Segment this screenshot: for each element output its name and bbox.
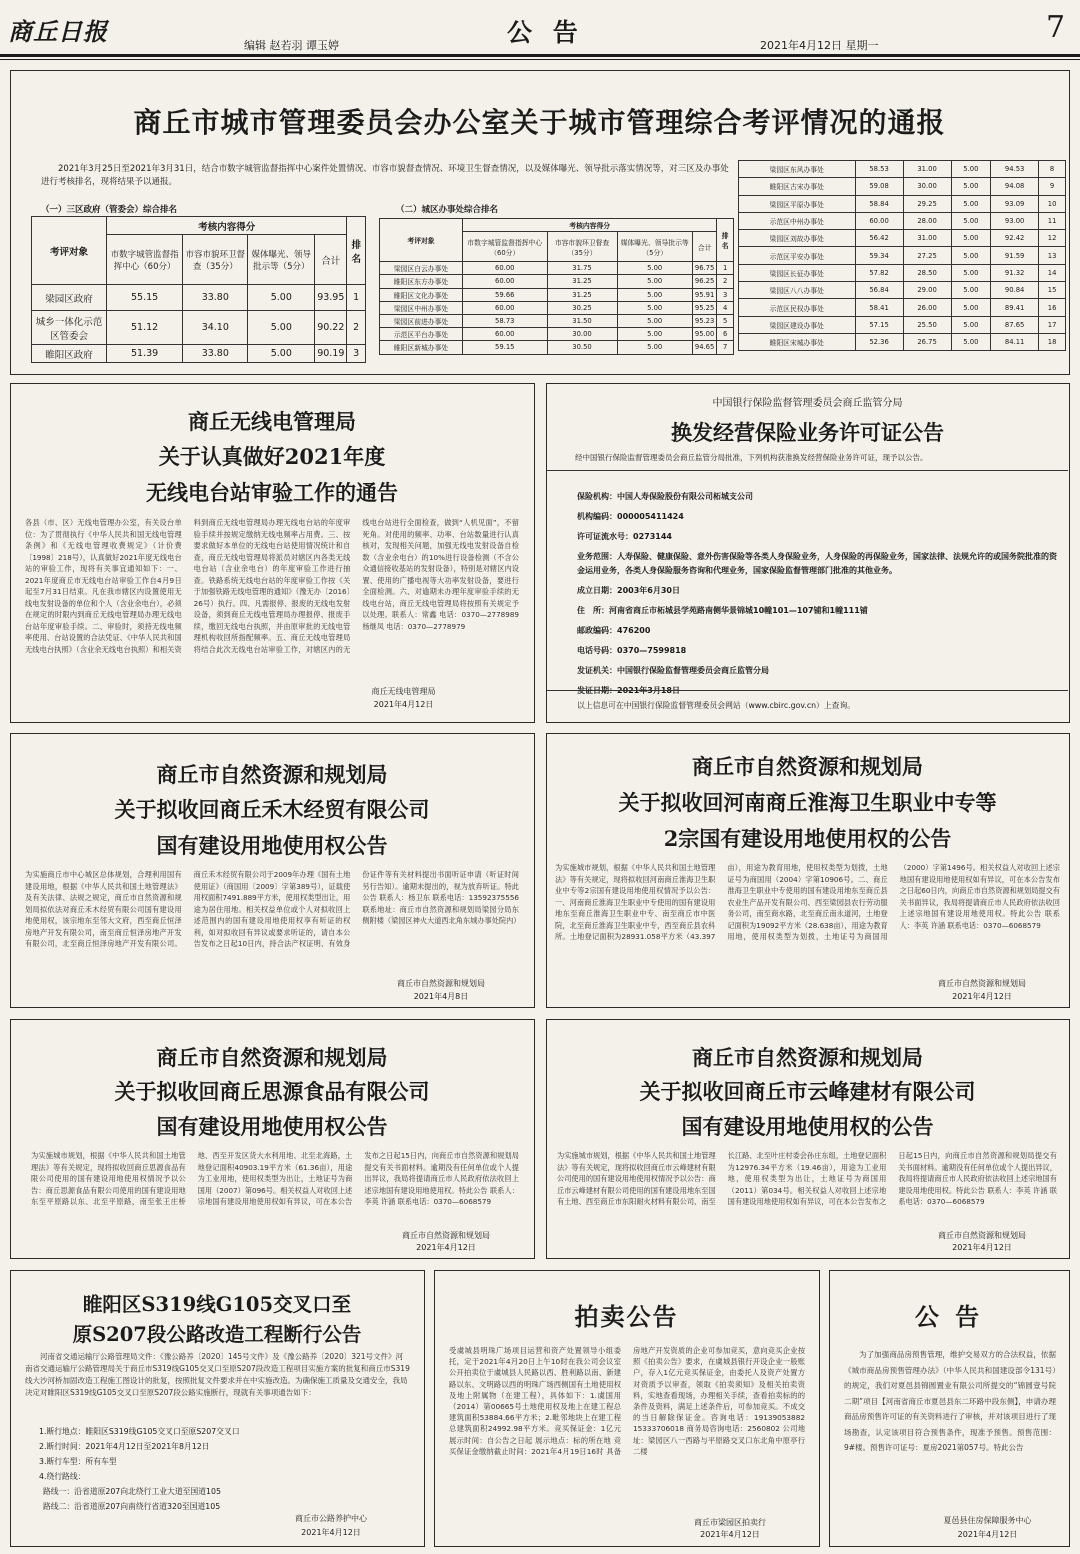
- field-label: 业务范围：: [577, 552, 617, 561]
- cell: 96.25: [692, 275, 716, 288]
- col-header: 媒体曝光、领导批示等（5分）: [248, 235, 315, 285]
- cell: 95.00: [692, 328, 716, 341]
- closure-item: 3.断行车型：所有车型: [39, 1457, 117, 1466]
- closure-item: 路线一：沿省道原207向北绕行工业大道至国道105: [43, 1487, 221, 1496]
- cell: 55.15: [107, 285, 183, 311]
- table-body: [380, 262, 734, 354]
- cell: 59.34: [855, 247, 903, 264]
- cell: 5.00: [951, 212, 991, 229]
- page-number: 7: [1046, 10, 1066, 45]
- table-row: [739, 212, 1066, 229]
- cell: 8: [1039, 161, 1066, 178]
- cell: 31.00: [903, 230, 951, 247]
- notice-title: 国有建设用地使用权的公告: [681, 1114, 934, 1139]
- cell: 58.73: [463, 314, 548, 327]
- cell: 1: [717, 262, 734, 275]
- notice-date: 2021年4月12日: [957, 1530, 1018, 1539]
- cell: 93.95: [315, 285, 347, 311]
- cell: 90.22: [315, 311, 347, 345]
- cell: 5: [717, 314, 734, 327]
- closure-details: [39, 1424, 409, 1514]
- notice-title: 无线电台站审验工作的通告: [146, 480, 398, 505]
- cell: 30.25: [547, 301, 617, 314]
- cell: 梁园区平原办事处: [739, 195, 856, 212]
- notice-title: 商丘市自然资源和规划局: [156, 1045, 388, 1070]
- cell: 59.08: [855, 178, 903, 195]
- cell: 梁园区长征办事处: [739, 264, 856, 281]
- notice-date: 2021年4月8日: [413, 992, 469, 1001]
- notice-title: 拍卖公告: [574, 1302, 679, 1331]
- cell: 91.59: [991, 247, 1039, 264]
- cell: 93.00: [991, 212, 1039, 229]
- field-value: 中国银行保险监督管理委员会商丘监管分局: [617, 666, 769, 675]
- cell: 18: [1039, 333, 1066, 350]
- field-value: 河南省商丘市柘城县学苑路南侧华景锦城10幢101—107铺和1幢111铺: [609, 606, 868, 615]
- land-notice-panel: [546, 733, 1070, 1008]
- cell: 7: [717, 341, 734, 354]
- office-ranking-table-continued: [738, 160, 1066, 351]
- cell: 92.42: [991, 230, 1039, 247]
- cell: 90.84: [991, 282, 1039, 299]
- notice-title: 换发经营保险业务许可证公告: [671, 420, 944, 445]
- table1-caption: （一）三区政府（管委会）综合排名: [41, 205, 178, 215]
- closure-item: 1.断行地点：睢阳区S319线G105交叉口至原S207交叉口: [39, 1427, 240, 1436]
- table-row: [380, 275, 734, 288]
- cell: 梁园区白云办事处: [380, 262, 463, 275]
- cell: 51.12: [107, 311, 183, 345]
- notice-date: 2021年4月12日: [416, 1243, 476, 1252]
- cell: 57.82: [855, 264, 903, 281]
- cell: 12: [1039, 230, 1066, 247]
- office-ranking-table: [379, 218, 734, 355]
- cell: 59.15: [463, 341, 548, 354]
- issue-date: 2021年4月12日 星期一: [760, 39, 879, 52]
- cell: 33.80: [183, 285, 248, 311]
- notice-title: 国有建设用地使用权公告: [156, 833, 388, 858]
- notice-title: 睢阳区S319线G105交叉口至: [82, 1293, 352, 1316]
- cell: 10: [1039, 195, 1066, 212]
- masthead: [0, 0, 1080, 62]
- cell: 91.32: [991, 264, 1039, 281]
- closure-item: 路线二：沿省道原207向南绕行省道320至国道105: [43, 1502, 221, 1511]
- cell: 26.75: [903, 333, 951, 350]
- col-header: 市容市貌环卫督查（35分）: [547, 232, 617, 262]
- notice-date: 2021年4月12日: [952, 992, 1012, 1001]
- divider: [547, 690, 1068, 691]
- col-header: 合计: [315, 235, 347, 285]
- land-notice-panel: [10, 733, 535, 1008]
- cell: 梁园区刘故办事处: [739, 230, 856, 247]
- notice-signature: 商丘市公路养护中心: [295, 1514, 367, 1523]
- field-value: 0273144: [633, 532, 672, 541]
- license-field: [577, 550, 1057, 578]
- road-closure-panel: [10, 1270, 425, 1547]
- cell: 95.23: [692, 314, 716, 327]
- cell: 93.09: [991, 195, 1039, 212]
- license-field: [577, 581, 1057, 601]
- table-body: [739, 161, 1066, 351]
- cell: 5.00: [951, 299, 991, 316]
- cell: 2: [347, 311, 366, 345]
- notice-title: 商丘市自然资源和规划局: [692, 754, 923, 779]
- radio-notice-panel: [10, 383, 535, 723]
- cell: 17: [1039, 316, 1066, 333]
- table-row: [380, 341, 734, 354]
- cell: 34.10: [183, 311, 248, 345]
- table-row: [32, 311, 366, 345]
- notice-signature: 夏邑县住房保障服务中心: [943, 1516, 1032, 1525]
- cell: 梁园区政府: [32, 285, 107, 311]
- cell: 9: [1039, 178, 1066, 195]
- field-value: 中国人寿保险股份有限公司柘城支公司: [617, 492, 753, 501]
- field-label: 住 所：: [577, 606, 609, 615]
- cell: 84.11: [991, 333, 1039, 350]
- cell: 5.00: [617, 328, 692, 341]
- cell: 60.00: [855, 212, 903, 229]
- report-intro: 2021年3月25日至2021年3月31日，结合市数字城管监督指挥中心案件处置情况、市容市貌督查情况、环境卫生督查情况，以及媒体曝光、领导批示落实情况等，对三区及办事处进行考核排名，现将结果予以通报。: [41, 164, 729, 187]
- table-row: [739, 161, 1066, 178]
- cell: 示范区平台办事处: [380, 328, 463, 341]
- cell: 29.00: [903, 282, 951, 299]
- closure-item: 4.绕行路线：: [39, 1472, 86, 1481]
- cell: 60.00: [463, 275, 548, 288]
- cell: 示范区平安办事处: [739, 247, 856, 264]
- notice-signature: 商丘市自然资源和规划局: [402, 1231, 490, 1240]
- report-panel: [10, 70, 1070, 375]
- cell: 59.66: [463, 288, 548, 301]
- cell: 睢阳区东方办事处: [380, 275, 463, 288]
- cell: 睢阳区政府: [32, 345, 107, 363]
- license-field: [577, 661, 1057, 681]
- notice-body: 受虞城县明珠广场项目运营和资产处置领导小组委托，定于2021年4月20日上午10时在我公司会议室公开拍卖位于虞城县人民路以西、胜利路以南、新建路以东、文明路以西的明珠广场西侧国有土地使用权及地上附属物（在建工程），具体如下：1.虞国用（2014）第00665号土地使用权及地上在建工程总建筑面积53884.66平方米；2.毗邻地块上在建工程总建筑面积24992.98平方米。竞买保证金：1亿元 展示时间：自公告之日起 展示地点：标的所在地 竞买保证金缴纳截止时间：2021年4月19日16时 具备房地产开发资质的企业可参加竞买，意向竞买企业按照《拍卖公告》要求，在虞城县银行开设企业一般账户，存入1亿元竞买保证金，由委托人及资产处置方对资质予以审查，领取《拍卖须知》及相关拍卖资料，实地查看现场，办理相关手续，查看拍卖标的的条件及资料，满足上述条件后，可参加竞买。不成交的当日解除保证金。咨询电话：19139053882 15333706018 商务局咨询电话：2560802 公司地址：梁园区八一西路与平原路交叉口东北角中原亭行二楼: [449, 1346, 805, 1456]
- cell: 58.41: [855, 299, 903, 316]
- license-field: [577, 641, 1057, 661]
- notice-body: 为了加强商品房预售管理，维护交易双方的合法权益，依据《城市商品房预售管理办法》（中华人民共和国建设部令131号）的规定，我们对夏邑县锦圆置业有限公司所提交的“锦圆壹号院二期”项目【河南省商丘市夏邑县东二环路中段东侧】，申请办理商品房预售许可证的有关资料进行了审核，并对该项目进行了现场勘查，认定该项目符合预售条件，现准予预售。预售范围：9#楼。预售许可证号：夏房2021第057号。特此公告: [844, 1350, 1056, 1452]
- table-row: [380, 301, 734, 314]
- divider: [547, 470, 1068, 471]
- insurance-notice-panel: [546, 383, 1070, 723]
- cell: 5.00: [617, 262, 692, 275]
- closure-item: 2.断行时间：2021年4月12日至2021年8月12日: [39, 1442, 210, 1451]
- notice-title: 公 告: [914, 1302, 984, 1331]
- cell: 94.53: [991, 161, 1039, 178]
- cell: 31.25: [547, 275, 617, 288]
- cell: 5.00: [617, 288, 692, 301]
- cell: 11: [1039, 212, 1066, 229]
- cell: 城乡一体化示范区管委会: [32, 311, 107, 345]
- table2-caption: （二）城区办事处综合排名: [396, 205, 499, 215]
- section-title: 公 告: [507, 18, 584, 47]
- cell: 15: [1039, 282, 1066, 299]
- notice-signature: 商丘市自然资源和规划局: [397, 979, 485, 988]
- cell: 58.53: [855, 161, 903, 178]
- cell: 28.50: [903, 264, 951, 281]
- license-field: [577, 681, 1057, 701]
- notice-title: 商丘市自然资源和规划局: [156, 762, 388, 787]
- cell: 25.50: [903, 316, 951, 333]
- notice-title: 关于拟收回商丘思源食品有限公司: [114, 1079, 430, 1104]
- cell: 5.00: [951, 316, 991, 333]
- col-header: 排名: [347, 217, 366, 285]
- land-notice-panel: [546, 1019, 1070, 1259]
- table-row: [739, 264, 1066, 281]
- license-field: [577, 527, 1057, 547]
- cell: 56.42: [855, 230, 903, 247]
- cell: 30.00: [903, 178, 951, 195]
- cell: 睢阳区新城办事处: [380, 341, 463, 354]
- cell: 87.65: [991, 316, 1039, 333]
- notice-signature: 商丘市自然资源和规划局: [938, 979, 1026, 988]
- field-label: 保险机构：: [577, 492, 617, 501]
- cell: 29.25: [903, 195, 951, 212]
- cell: 28.00: [903, 212, 951, 229]
- cell: 16: [1039, 299, 1066, 316]
- notice-signature: 商丘市自然资源和规划局: [938, 1231, 1026, 1240]
- cell: 56.84: [855, 282, 903, 299]
- field-label: 电话号码：: [577, 646, 617, 655]
- field-label: 成立日期：: [577, 586, 617, 595]
- table-row: [739, 316, 1066, 333]
- col-header: 市容市貌环卫督查（35分）: [183, 235, 248, 285]
- col-header: 排名: [717, 219, 734, 262]
- cell: 睢阳区古宋办事处: [739, 178, 856, 195]
- notice-title: 关于拟收回商丘禾木经贸有限公司: [114, 797, 430, 822]
- col-header: 市数字城管监督指挥中心（60分）: [463, 232, 548, 262]
- notice-body: 为实施城市规划，根据《中华人民共和国土地管理法》等有关规定，现将拟收回河南商丘淮海卫生职业中专等2宗国有建设用地使用权情况予以公告：一、河南商丘淮海卫生职业中专使用的国有建设用地东至商丘淮海卫生职业中专、南至商丘市中医院，北至商丘淮海卫生职业中专，西至商丘县农科所。土地登记面积为28931.058平方米（43.397亩），用途为教育用地，使用权类型为划拨，土地证号为商国用（2004）字第10906号。二、商丘淮海卫生职业中专使用的国有建设用地东至商丘县农业生产品开发有限公司、西至梁园县农行劳动服务公司，南至商水路，北至商丘南永道河，土地登记面积为19092平方米（28.638亩），用途为教育用地，使用权类型为划拨，土地证号为商国用（2000）字第1496号。相关权益人对收回上述宗地国有建设用地使用权如有异议，可在本公告发布之日起60日内，向商丘市自然资源和规划局提交有关书面异议，我局将提请商丘市人民政府依法收回上述宗地国有建设用地使用权。特此公告 联系人：李英 许涵 联系电话：0370—6068579: [555, 863, 1060, 941]
- table-row: [739, 195, 1066, 212]
- field-value: 人寿保险、健康保险、意外伤害保险等各类人身保险业务，人身保险的再保险业务，国家法律、法规允许的或国务院批准的资金运用业务，各类人身保险服务咨询和代理业务，国家保险监督管理部门批准的其他业务。: [577, 552, 1057, 575]
- cell: 33.80: [183, 345, 248, 363]
- cell: 睢阳区宋城办事处: [739, 333, 856, 350]
- table-row: [739, 282, 1066, 299]
- cell: 5.00: [248, 345, 315, 363]
- cell: 梁园区中州办事处: [380, 301, 463, 314]
- cell: 60.00: [463, 301, 548, 314]
- table-row: [739, 178, 1066, 195]
- cell: 52.36: [855, 333, 903, 350]
- field-label: 机构编码：: [577, 512, 617, 521]
- cell: 5.00: [951, 178, 991, 195]
- cell: 5.00: [617, 275, 692, 288]
- cell: 5.00: [617, 314, 692, 327]
- cell: 5.00: [951, 333, 991, 350]
- field-value: 000005411424: [617, 512, 684, 521]
- col-header: 媒体曝光、领导批示等（5分）: [617, 232, 692, 262]
- cell: 1: [347, 285, 366, 311]
- cell: 5.00: [617, 301, 692, 314]
- table-row: [739, 299, 1066, 316]
- cell: 95.91: [692, 288, 716, 301]
- col-header: 考评对象: [380, 219, 463, 262]
- cell: 31.00: [903, 161, 951, 178]
- cell: 3: [717, 288, 734, 301]
- field-label: 许可证流水号：: [577, 532, 633, 541]
- cell: 13: [1039, 247, 1066, 264]
- cell: 5.00: [951, 230, 991, 247]
- cell: 3: [347, 345, 366, 363]
- notice-date: 2021年4月12日: [301, 1528, 361, 1537]
- cell: 5.00: [951, 161, 991, 178]
- table-row: [32, 345, 366, 363]
- notice-signature: 商丘市梁园区拍卖行: [694, 1518, 766, 1527]
- cell: 示范区民权办事处: [739, 299, 856, 316]
- notice-title: 原S207段公路改造工程断行公告: [72, 1323, 362, 1346]
- license-field: [577, 487, 1057, 507]
- cell: 95.25: [692, 301, 716, 314]
- notice-body: 为实施商丘市中心城区总体规划，合理利用国有建设用地，根据《中华人民共和国土地管理法》及有关法律、法规之规定，商丘市自然资源和规划局拟依法对商丘禾木经贸有限公司国有建设用地使用权，该宗地东至邻大文府，西至商丘恒泽房地产开发有限公司，南至商丘恒泽房地产开发有限公司，北至商丘恒泽房地产开发有限公司。商丘禾木经贸有限公司于2009年办理《国有土地使用证》（商国用〔2009〕字第389号），证载使用权面积7491.889平方米，使用权类型出让，用途为居住用地。相关权益单位或个人对拟收回上述范围内的国有建设用地使用权享有听证的权利，如对拟收回有异议或要求听证的，请自本公告发布之日起10日内，持合法产权证明、有效身份证件等有关材料提出书面听证申请（听证时间另行告知）。逾期未提出的，视为放弃听证。特此公告 联系人：杨卫东 联系电话：13592375556 联系地址：商丘市自然资源和规划局梁园分局东侧附楼（梁园区神火大道西北角东城办事处院内）: [25, 870, 521, 948]
- notice-body: 为实施城市规划，根据《中华人民共和国土地管理法》等有关规定，现将拟收回商丘市云峰建材有限公司使用的国有建设用地使用权情况予以公告：商丘市云峰建材有限公司使用的国有建设用地东至国有土地、西至商丘市东阳耐火材料有限公司、南至长江路、北至叶庄村委会孙庄东组，土地登记面积为12976.34平方米（19.46亩），用途为工业用地，使用权类型为出让，土地证号为商国用（2011）第034号。相关权益人对收回上述宗地国有建设用地使用权如有异议，可在本公告发布之日起15日内，向商丘市自然资源和规划局提交有关书面材料。逾期没有任何单位或个人提出异议，我局将提请商丘市人民政府依法收回上述宗地国有建设用地使用权。特此公告 联系人：李英 许涵 联系电话：0370—6068579: [557, 1151, 1057, 1206]
- cell: 94.08: [991, 178, 1039, 195]
- cell: 5.00: [248, 285, 315, 311]
- cell: 27.25: [903, 247, 951, 264]
- notice-body: 为实施城市规划，根据《中华人民共和国土地管理法》等有关规定，现将拟收回商丘思源食品有限公司使用的国有建设用地使用权情况予以公告：商丘思源食品有限公司使用的国有建设用地东至平原路以东、北至平原路，南至张王庄桥地、西至开发区货大水利用地、北至北海路，土地登记面积40903.19平方米（61.36亩），用途为工业用地，使用权类型为出让，土地证号为商国用（2007）第096号。相关权益人对收回上述宗地国有建设用地使用权如有异议，可在本公告发布之日起15日内，向商丘市自然资源和规划局提交有关书面材料。逾期没有任何单位或个人提出异议，我局将提请商丘市人民政府依法收回上述宗地国有建设用地使用权。特此公告 联系人：李英 许涵 联系电话：0370—6068579: [31, 1151, 519, 1206]
- cell: 51.39: [107, 345, 183, 363]
- table-row: [739, 230, 1066, 247]
- notice-title: 2宗国有建设用地使用权的公告: [663, 826, 952, 851]
- license-details: [577, 487, 1057, 701]
- cell: 5.00: [951, 264, 991, 281]
- cell: 31.50: [547, 314, 617, 327]
- notice-signature: 商丘无线电管理局: [371, 687, 436, 696]
- cell: 96.75: [692, 262, 716, 275]
- land-notice-panel: [10, 1019, 535, 1259]
- cell: 示范区中州办事处: [739, 212, 856, 229]
- cell: 90.19: [315, 345, 347, 363]
- col-header: 合计: [692, 232, 716, 262]
- cell: 梁园区前进办事处: [380, 314, 463, 327]
- cell: 梁园区八八办事处: [739, 282, 856, 299]
- cell: 14: [1039, 264, 1066, 281]
- notice-title: 商丘市自然资源和规划局: [692, 1045, 923, 1070]
- notice-header: 中国银行保险监督管理委员会商丘监管分局: [712, 398, 903, 409]
- notice-intro: 经中国银行保险监督管理委员会商丘监管分局批准，下列机构获准换发经营保险业务许可证，现予以公告。: [575, 453, 928, 462]
- cell: 31.25: [547, 288, 617, 301]
- masthead-rule: [0, 54, 1080, 57]
- report-title: 商丘市城市管理委员会办公室关于城市管理综合考评情况的通报: [133, 106, 946, 139]
- cell: 5.00: [248, 311, 315, 345]
- notice-body: 各县（市、区）无线电管理办公室，有关设台单位：为了贯彻执行《中华人民共和国无线电管理条例》和《无线电管理收费规定》（计价费〔1998〕218号），认真做好2021年度无线电台站的审验工作，现将有关事宜通知如下：一、2021年度商丘市无线电台站审验工作自4月9日起至7月31日结束。凡在我市辖区内设置使用无线电发射设备的单位和个人（含业余电台），必须在规定的时限内到商丘无线电管理局办理无线电台站年度审验手续。二、审验时，须持无线电频率使用、台站设置的合法凭证、《中华人民共和国无线电台执照》（含业余无线电台执照）和相关资料到商丘无线电管理局办理无线电台站的年度审验手续并按规定缴纳无线电频率占用费。三、按要求做好本单位的无线电台站使用情况统计和自查，商丘无线电管理局将派员对辖区内各类无线电台站（含业余电台）的年度审验工作进行抽查。铁路系统无线电台站的年度审验工作按《关于加强铁路无线电管理的通知》（豫无办〔2016〕26号）执行。四、凡需报停、报废的无线电发射设备，须到商丘无线电管理局办理报停、报废手续，缴回无线电台执照，并由原审批的无线电管理机构收回所指配频率。五、商丘无线电管理局将结合此次无线电台站审验工作，对辖区内的无线电台站进行全面检查，做到“人机见面”，不留死角。对使用的频率、功率、台站数量进行认真核对，发现相关问题，加强无线电发射设备自检数（含业余电台）的10%进行设备检测（不含公众通信接收基站的发射设备），特别是对辖区内设置、使用的广播电视等大功率发射设备，要进行全面检测。六、对逾期未办理年度审验手续的无线电台站，商丘无线电管理局将按照有关规定予以处理。联系人：常鑫 电话：0370—2778989 杨继凤 电话：0370—2778979: [25, 518, 519, 654]
- license-field: [577, 507, 1057, 527]
- table-row: [380, 288, 734, 301]
- field-value: 0370—7599818: [617, 646, 687, 655]
- license-field: [577, 601, 1057, 621]
- cell: 5.00: [617, 341, 692, 354]
- masthead-rule-thin: [0, 59, 1080, 60]
- district-ranking-table: [31, 216, 366, 363]
- notice-title: 国有建设用地使用权公告: [156, 1114, 388, 1139]
- notice-title: 关于拟收回商丘市云峰建材有限公司: [639, 1079, 976, 1104]
- editors: 编辑 赵若羽 谭玉婷: [244, 39, 339, 52]
- col-header: 考评对象: [32, 217, 107, 285]
- table-row: [380, 262, 734, 275]
- license-field: [577, 621, 1057, 641]
- table-row: [739, 333, 1066, 350]
- table-row: [380, 314, 734, 327]
- notice-footer: 以上信息可在中国银行保险监督管理委员会网站（www.cbirc.gov.cn）上查询。: [577, 701, 856, 710]
- cell: 58.84: [855, 195, 903, 212]
- notice-date: 2021年4月12日: [952, 1243, 1012, 1252]
- notice-title: 关于认真做好2021年度: [158, 444, 386, 469]
- cell: 31.75: [547, 262, 617, 275]
- cell: 5.00: [951, 195, 991, 212]
- cell: 57.15: [855, 316, 903, 333]
- col-group-header: 考核内容得分: [107, 217, 347, 235]
- cell: 5.00: [951, 247, 991, 264]
- cell: 26.00: [903, 299, 951, 316]
- newspaper-logo: 商丘日报: [8, 17, 108, 46]
- table-row: [32, 285, 366, 311]
- notice-title: 关于拟收回河南商丘淮海卫生职业中专等: [618, 790, 997, 815]
- field-value: 2003年6月30日: [617, 586, 680, 595]
- field-label: 发证机关：: [577, 666, 617, 675]
- table-row: [380, 328, 734, 341]
- cell: 梁园区东风办事处: [739, 161, 856, 178]
- cell: 2: [717, 275, 734, 288]
- field-label: 邮政编码：: [577, 626, 617, 635]
- field-value: 476200: [617, 626, 651, 635]
- cell: 89.41: [991, 299, 1039, 316]
- col-header: 市数字城管监督指挥中心（60分）: [107, 235, 183, 285]
- notice-date: 2021年4月12日: [373, 700, 434, 709]
- cell: 30.50: [547, 341, 617, 354]
- cell: 60.00: [463, 328, 548, 341]
- cell: 梁园区建设办事处: [739, 316, 856, 333]
- cell: 30.00: [547, 328, 617, 341]
- notice-body: 河南省交通运输厅公路管理局文件：《豫公路养〔2020〕145号文件》及《豫公路养〔2020〕321号文件》河南省交通运输厅公路管理局关于商丘市S319线G105交叉口至原S207段改造工程项目实施方案的批复和商丘市S319线大沙河桥加固改造工程施工图设计的批复，按照批复文件要求并在中实施改造。为确保施工质量及交通安全，我局决定对睢阳区S319线G105交叉口至原S207段公路实施断行，现就有关事项通告如下：: [25, 1352, 410, 1397]
- cell: 6: [717, 328, 734, 341]
- cell: 睢阳区文化办事处: [380, 288, 463, 301]
- table-row: [739, 247, 1066, 264]
- cell: 94.65: [692, 341, 716, 354]
- notice-date: 2021年4月12日: [700, 1530, 760, 1539]
- cell: 60.00: [463, 262, 548, 275]
- cell: 4: [717, 301, 734, 314]
- cell: 5.00: [951, 282, 991, 299]
- auction-panel: [434, 1270, 820, 1547]
- notice-title: 商丘无线电管理局: [188, 409, 356, 434]
- presale-notice-panel: [829, 1270, 1070, 1547]
- col-group-header: 考核内容得分: [463, 219, 717, 232]
